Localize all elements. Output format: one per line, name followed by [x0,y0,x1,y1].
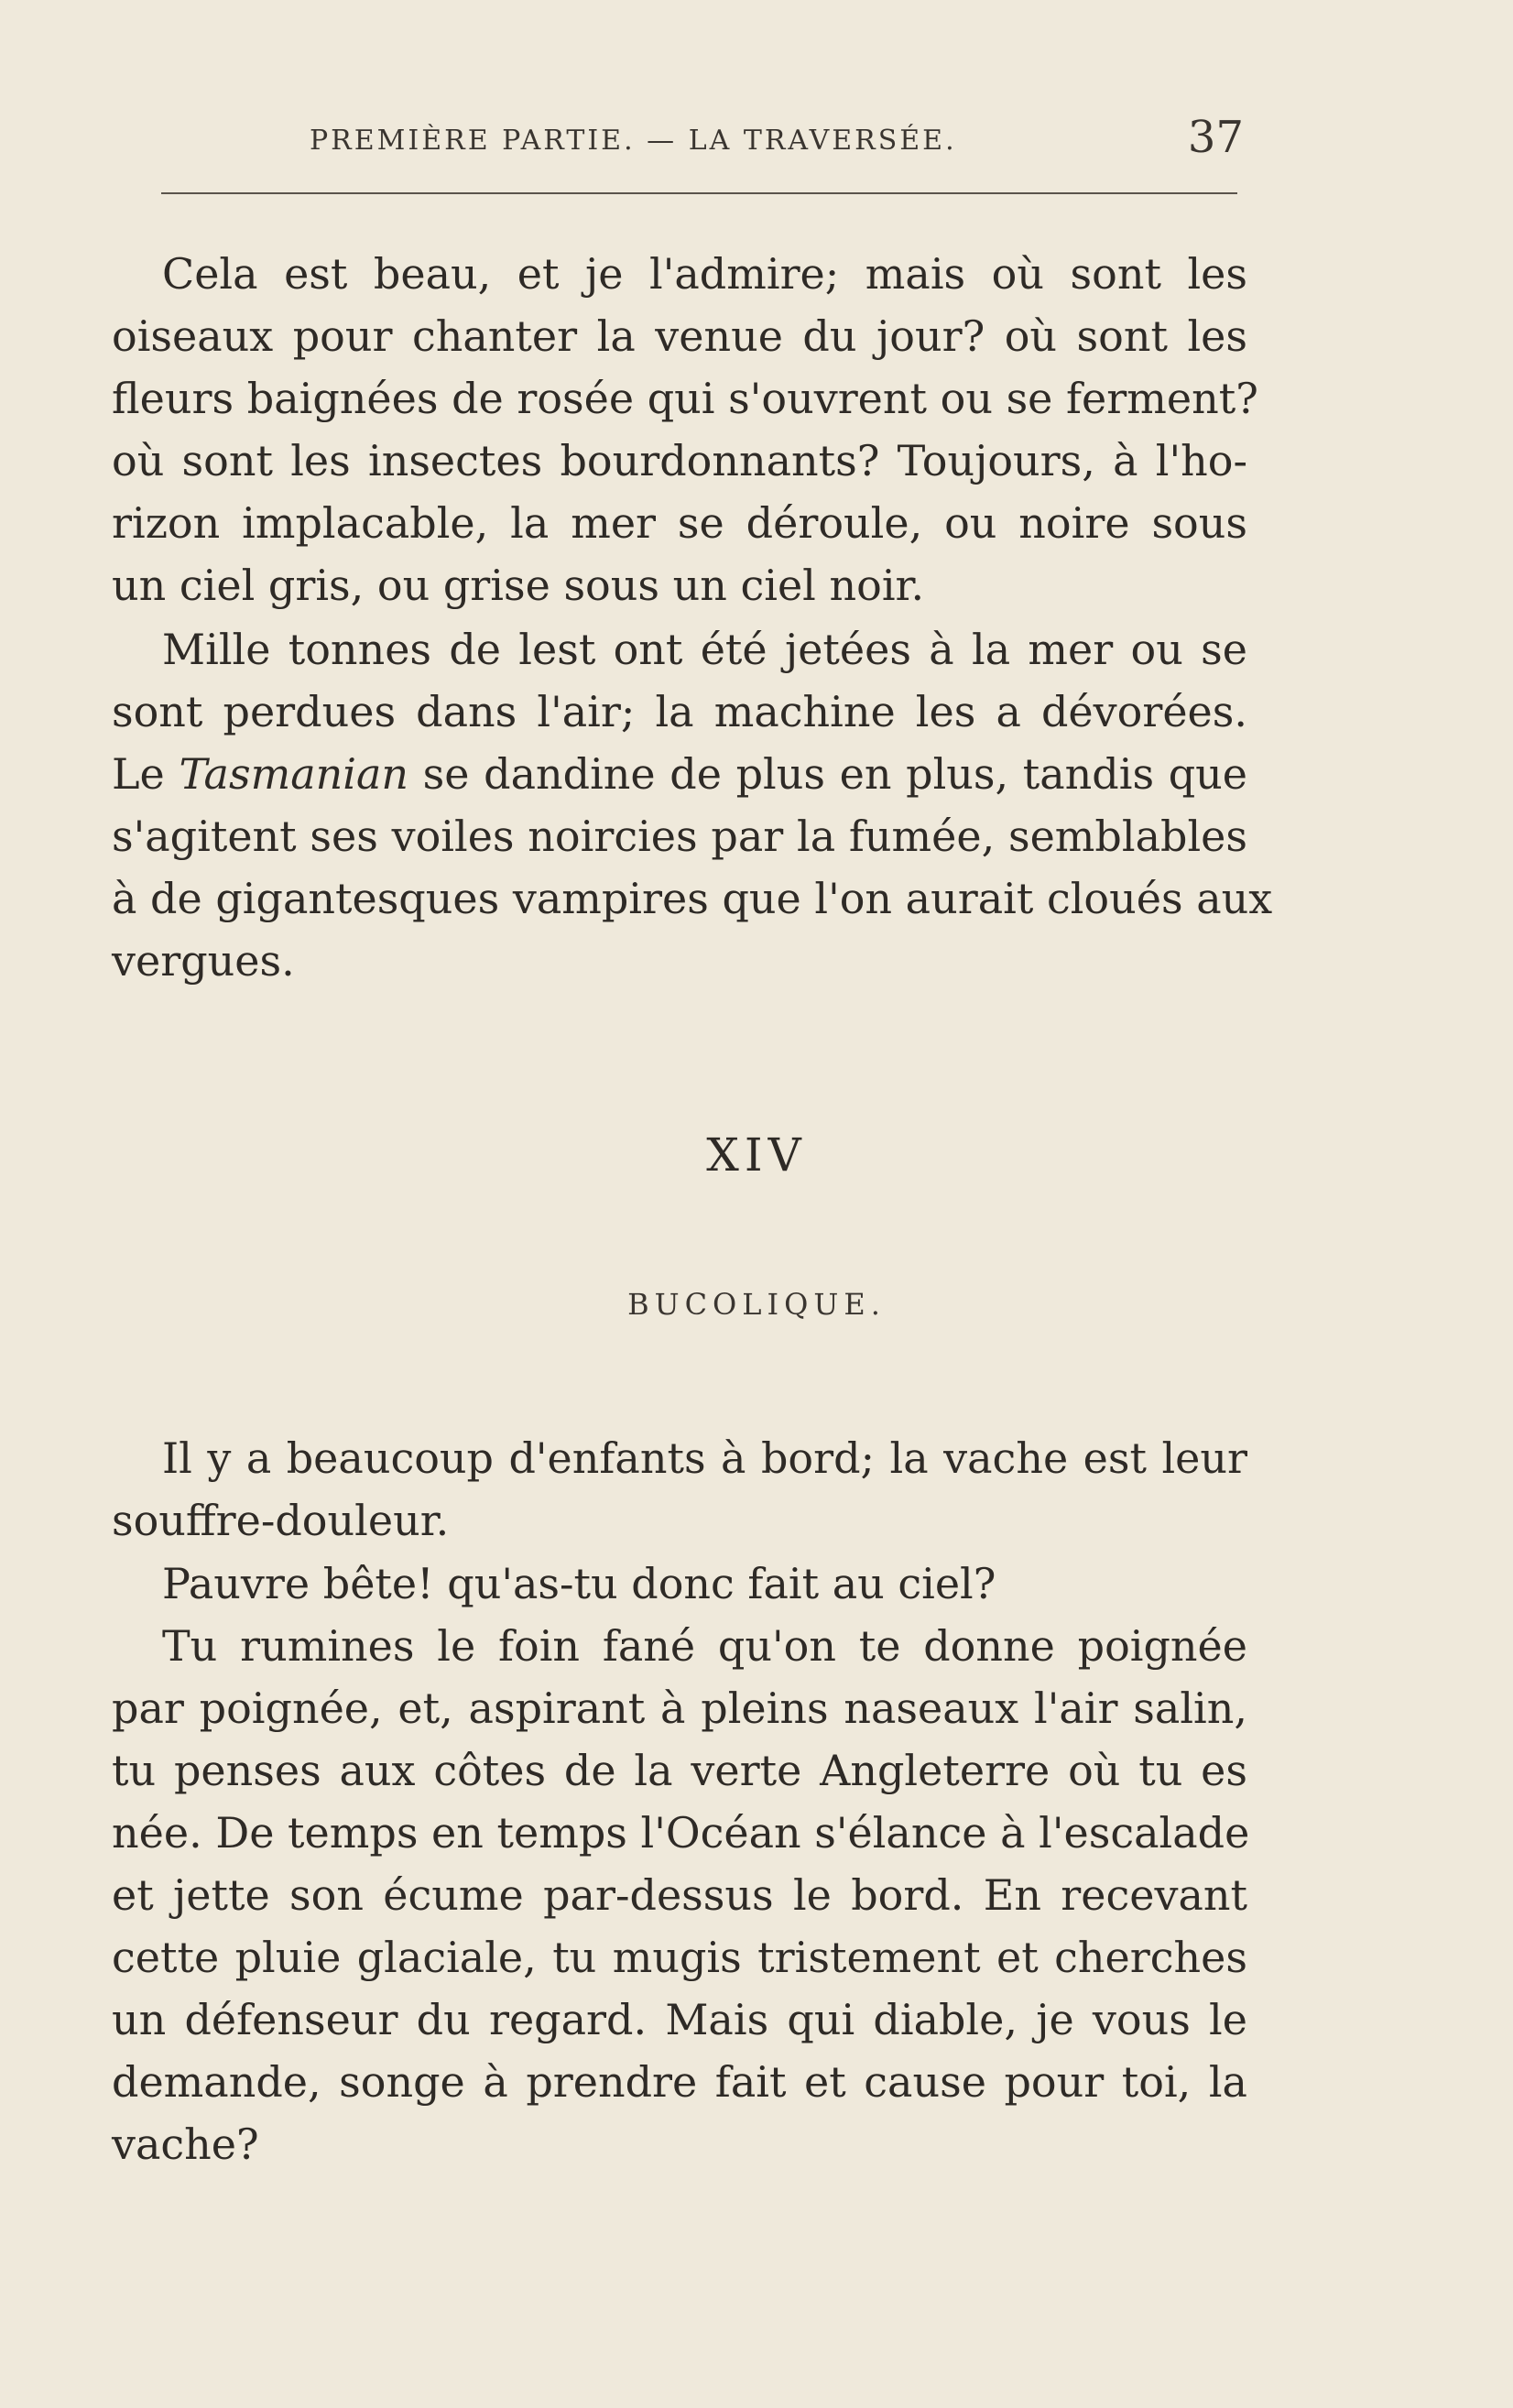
text-line-rest: se dandine de plus en plus, tandis que [422,749,1248,799]
text-line: Pauvre bête! qu'as-tu donc fait au ciel? [162,1559,996,1608]
text-line: vergues. [112,936,295,986]
text-line: par poignée, et, aspirant à pleins naseaux l'air salin, [112,1683,1247,1733]
text-line: s'agitent ses voiles noircies par la fumée, semblables [112,812,1247,861]
ship-name: Tasmanian [179,749,409,799]
text-line: à de gigantesques vampires que l'on aurait cloués aux [112,874,1273,923]
text-line: cette pluie glaciale, tu mugis tristement et cherches [112,1933,1247,1982]
paragraph [112,1427,1247,1552]
header-rule [161,192,1237,194]
text-line: tu penses aux côtes de la verte Angleterre où tu es [112,1746,1247,1795]
running-head [181,112,1244,172]
paragraph [112,618,1273,992]
text-line: vache? [112,2119,259,2169]
chapter-number: XIV [706,1128,807,1182]
running-title: PREMIÈRE PARTIE. — LA TRAVERSÉE. [310,125,957,157]
text-line: souffre-douleur. [112,1496,450,1545]
text-line: rizon implacable, la mer se déroule, ou noire sous [112,498,1247,548]
text-line: née. De temps en temps l'Océan s'élance à l'escalade [112,1808,1250,1858]
text-line: un ciel gris, ou grise sous un ciel noir. [112,561,925,610]
page-number: 37 [1187,112,1244,163]
ship-prefix: Le [112,749,165,799]
text-line: Il y a beaucoup d'enfants à bord; la vache est leur [162,1433,1247,1483]
text-line [112,743,1247,805]
paragraph [112,1553,1247,1615]
text-line: oiseaux pour chanter la venue du jour? où sont les [112,311,1247,361]
text-line: fleurs baignées de rosée qui s'ouvrent ou se ferment? [112,374,1258,423]
chapter-title: BUCOLIQUE. [627,1287,886,1322]
text-line: demande, songe à prendre fait et cause pour toi, la [112,2057,1247,2107]
text-line: où sont les insectes bourdonnants? Toujours, à l'ho- [112,436,1247,485]
text-line: Mille tonnes de lest ont été jetées à la mer ou se [162,625,1247,674]
paragraph [112,243,1258,616]
text-line: sont perdues dans l'air; la machine les a dévorées. [112,687,1247,736]
text-line: et jette son écume par-dessus le bord. En recevant [112,1870,1247,1920]
text-line: Tu rumines le foin fané qu'on te donne poignée [162,1621,1247,1671]
text-line: Cela est beau, et je l'admire; mais où sont les [162,249,1247,299]
paragraph [112,1615,1250,2175]
text-line: un défenseur du regard. Mais qui diable, je vous le [112,1995,1247,2044]
